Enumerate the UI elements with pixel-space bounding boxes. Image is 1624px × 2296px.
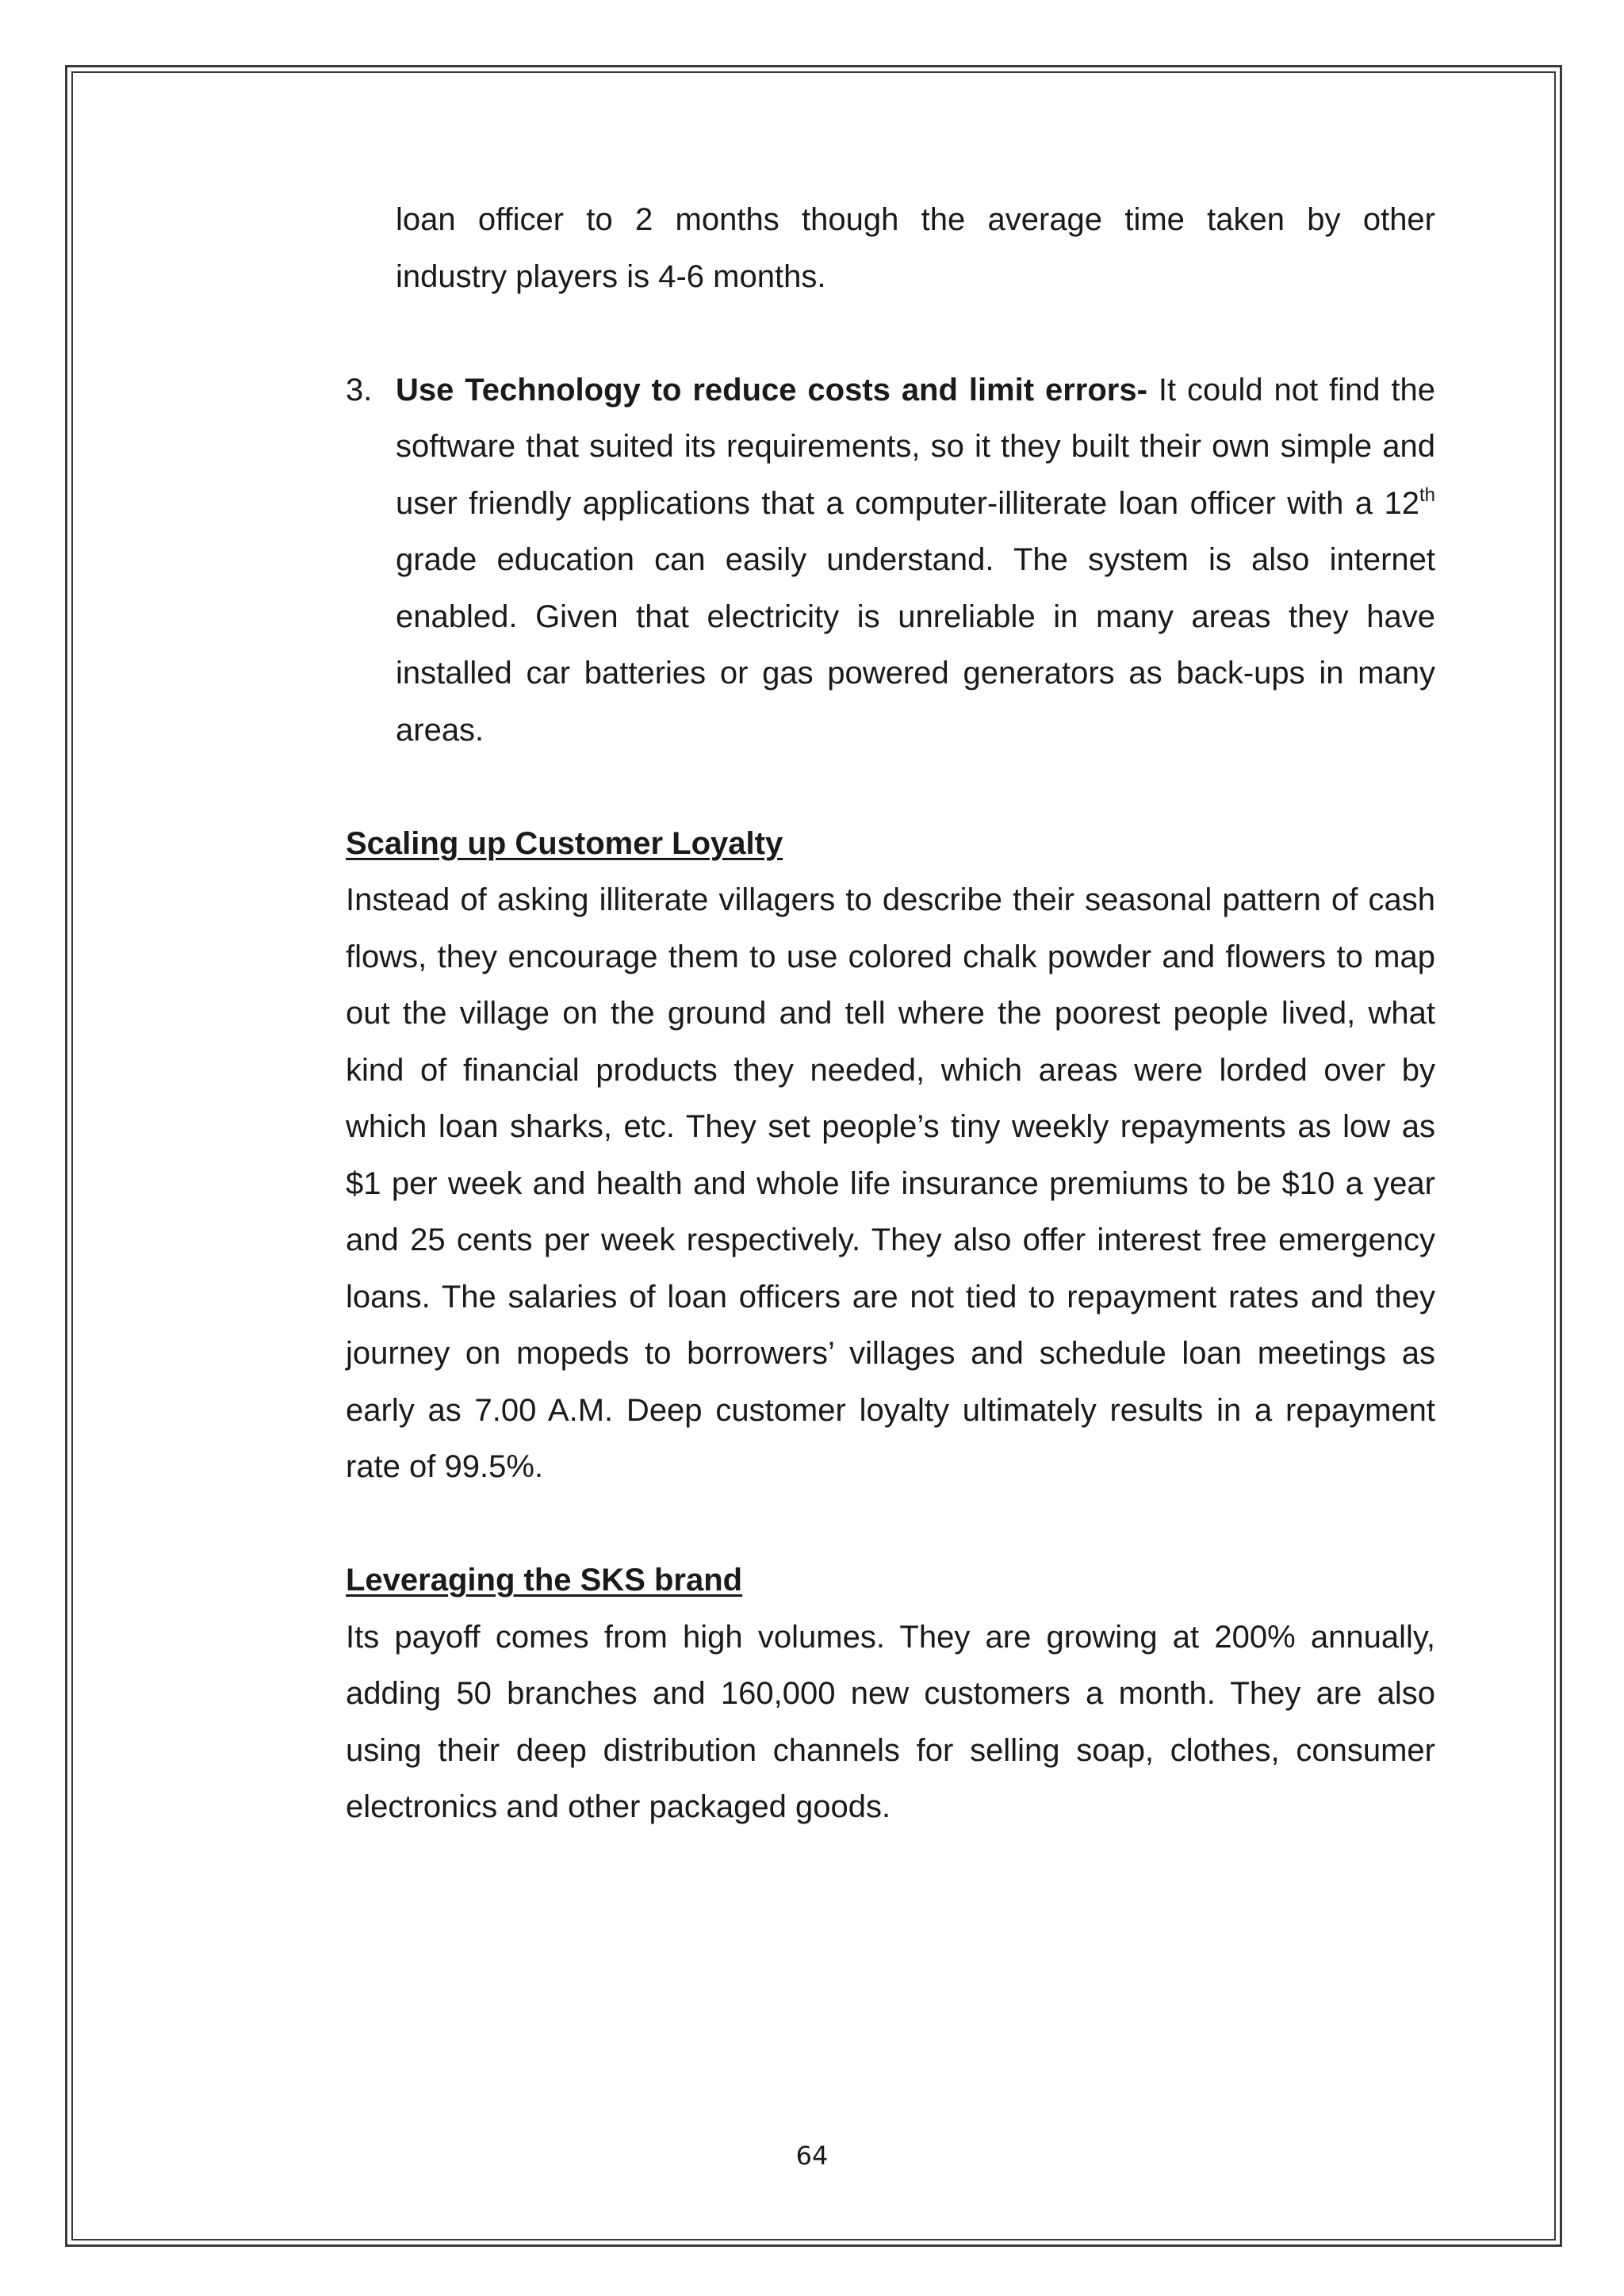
page-number: 64 xyxy=(795,2141,829,2171)
list-item-text-a: It could not find the software that suited its requirements, so it they built their own simple and user friendly applications that a computer-illiterate loan officer with a 12 xyxy=(396,372,1436,521)
list-item-3 xyxy=(346,362,1435,760)
section-body-loyalty: Instead of asking illiterate villagers to describe their seasonal pattern of cash flows, they encourage them to use colored chalk powder and flowers to map out the village on the ground and tell where the poorest people lived, what kind of financial products they needed, which areas were lorded over by which loan sharks, etc. They set people’s tiny weekly repayments as low as $1 per week and health and whole life insurance premiums to be $10 a year and 25 cents per week respectively. They also offer interest free emergency loans. The salaries of loan officers are not tied to repayment rates and they journey on mopeds to borrowers’ villages and schedule loan meetings as early as 7.00 A.M. Deep customer loyalty ultimately results in a repayment rate of 99.5%. xyxy=(346,882,1435,1484)
superscript-ordinal: th xyxy=(1419,484,1435,506)
section-heading-loyalty: Scaling up Customer Loyalty xyxy=(346,825,783,861)
section-heading-brand: Leveraging the SKS brand xyxy=(346,1563,743,1598)
spacer xyxy=(346,305,1435,362)
top-paragraph-line-1: loan officer to 2 months though the average time taken by other xyxy=(396,202,1435,237)
page-content xyxy=(346,192,1435,1836)
top-paragraph-line-2: industry players is 4-6 months. xyxy=(396,258,826,294)
top-paragraph xyxy=(346,192,1435,305)
list-item-bold-lead: Use Technology to reduce costs and limit errors- xyxy=(396,372,1147,408)
spacer xyxy=(346,759,1435,816)
list-item-number: 3. xyxy=(346,372,373,408)
list-item-text-b: grade education can easily understand. The system is also internet enabled. Given that electricity is unreliable in many areas they have installed car batteries or gas powered generators as back-ups in many areas. xyxy=(396,542,1435,748)
section-body-brand: Its payoff comes from high volumes. They are growing at 200% annually, adding 50 branches and 160,000 new customers a month. They are also using their deep distribution channels for selling soap, clothes, consumer electronics and other packaged goods. xyxy=(346,1619,1435,1824)
spacer xyxy=(346,1496,1435,1553)
